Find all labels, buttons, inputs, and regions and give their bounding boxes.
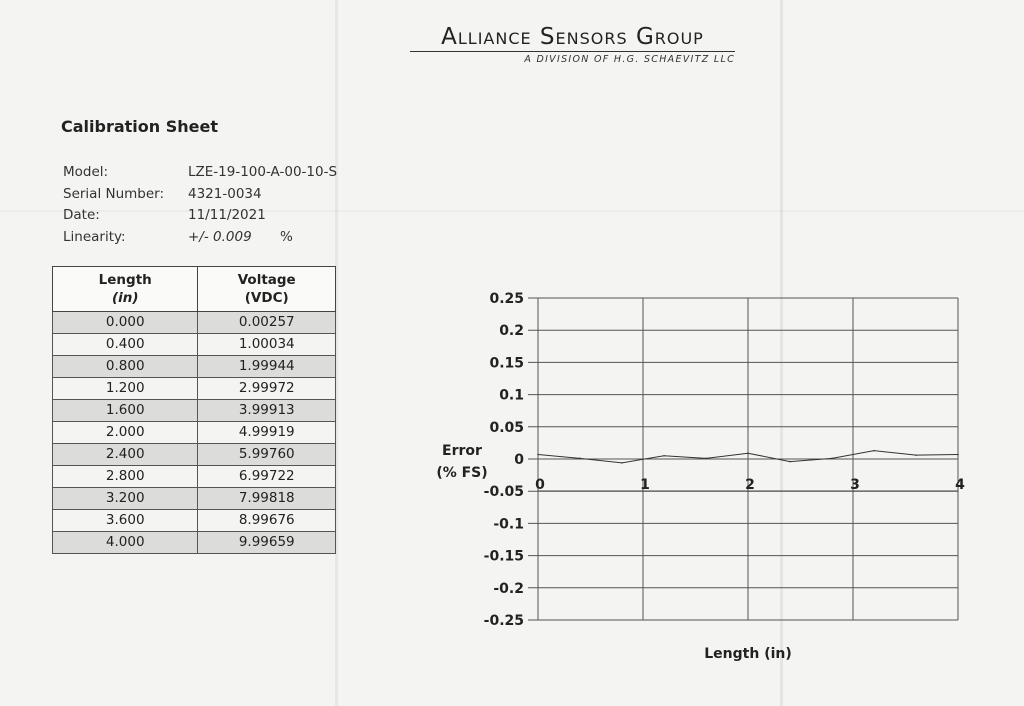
x-tick-label: 2 [745, 477, 755, 493]
company-division: A DIVISION OF H.G. SCHAEVITZ LLC [524, 54, 735, 65]
header-name: Length [98, 272, 152, 288]
header-name: Voltage [237, 272, 296, 288]
x-tick-label: 4 [955, 477, 965, 493]
data-point [789, 461, 791, 463]
y-tick-label: -0.1 [493, 516, 524, 533]
y-tick-label: 0.25 [489, 291, 524, 307]
y-tick-label: 0.05 [489, 419, 524, 436]
header-unit: (in) [111, 290, 139, 306]
chart-grid [528, 298, 958, 620]
linearity-value: +/- 0.009 [188, 228, 252, 245]
y-tick-label: 0.2 [499, 323, 524, 340]
voltage-cell: 8.99676 [198, 510, 336, 532]
x-tick-label: 3 [850, 477, 860, 493]
length-cell: 4.000 [53, 532, 198, 554]
y-tick-label: 0.15 [489, 355, 524, 372]
linearity-label: Linearity: [63, 228, 126, 245]
data-point [831, 458, 833, 460]
y-tick-label: -0.05 [483, 484, 524, 501]
x-tick-label: 0 [535, 477, 545, 493]
voltage-cell: 1.00034 [198, 334, 336, 356]
y-tick-label: -0.15 [483, 548, 524, 565]
length-cell: 3.200 [53, 488, 198, 510]
voltage-cell: 1.99944 [198, 356, 336, 378]
data-point [663, 455, 665, 457]
y-axis-label: Error [442, 443, 482, 459]
date-label: Date: [63, 207, 100, 223]
y-tick-label: -0.25 [483, 613, 524, 629]
voltage-cell: 9.99659 [198, 532, 336, 554]
length-cell: 2.400 [53, 444, 198, 466]
voltage-cell: 2.99972 [198, 378, 336, 400]
voltage-cell: 6.99722 [198, 466, 336, 488]
data-point [621, 462, 623, 464]
voltage-cell: 3.99913 [198, 400, 336, 422]
y-axis-label-unit: (% FS) [436, 465, 488, 481]
data-point [873, 450, 875, 452]
linearity-unit: % [280, 228, 293, 245]
header-unit: (VDC) [244, 290, 289, 306]
length-cell: 1.600 [53, 400, 198, 422]
data-point [705, 458, 707, 460]
date-value: 11/11/2021 [188, 207, 266, 223]
x-axis-label: Length (in) [704, 646, 792, 662]
x-tick-label: 1 [640, 477, 650, 493]
y-tick-labels [484, 291, 525, 629]
data-point [957, 454, 959, 456]
length-cell: 2.800 [53, 466, 198, 488]
length-cell: 0.000 [53, 312, 198, 334]
length-cell: 0.800 [53, 356, 198, 378]
y-tick-label: 0.1 [499, 387, 524, 404]
voltage-cell: 7.99818 [198, 488, 336, 510]
data-point [537, 454, 539, 456]
data-point [747, 452, 749, 454]
page-title: Calibration Sheet [61, 117, 218, 136]
y-tick-label: 0 [514, 452, 524, 468]
model-label: Model: [63, 164, 109, 180]
y-tick-label: -0.2 [493, 580, 524, 597]
serial-value: 4321-0034 [188, 185, 262, 202]
length-cell: 1.200 [53, 378, 198, 400]
serial-label: Serial Number: [63, 185, 165, 202]
model-value: LZE-19-100-A-00-10-S [188, 164, 338, 180]
length-cell: 2.000 [53, 422, 198, 444]
data-point [579, 458, 581, 460]
company-name: Alliance Sensors Group [410, 24, 735, 52]
data-point [915, 454, 917, 456]
length-cell: 0.400 [53, 334, 198, 356]
voltage-cell: 5.99760 [198, 444, 336, 466]
voltage-cell: 4.99919 [198, 422, 336, 444]
voltage-cell: 0.00257 [198, 312, 336, 334]
length-cell: 3.600 [53, 510, 198, 532]
